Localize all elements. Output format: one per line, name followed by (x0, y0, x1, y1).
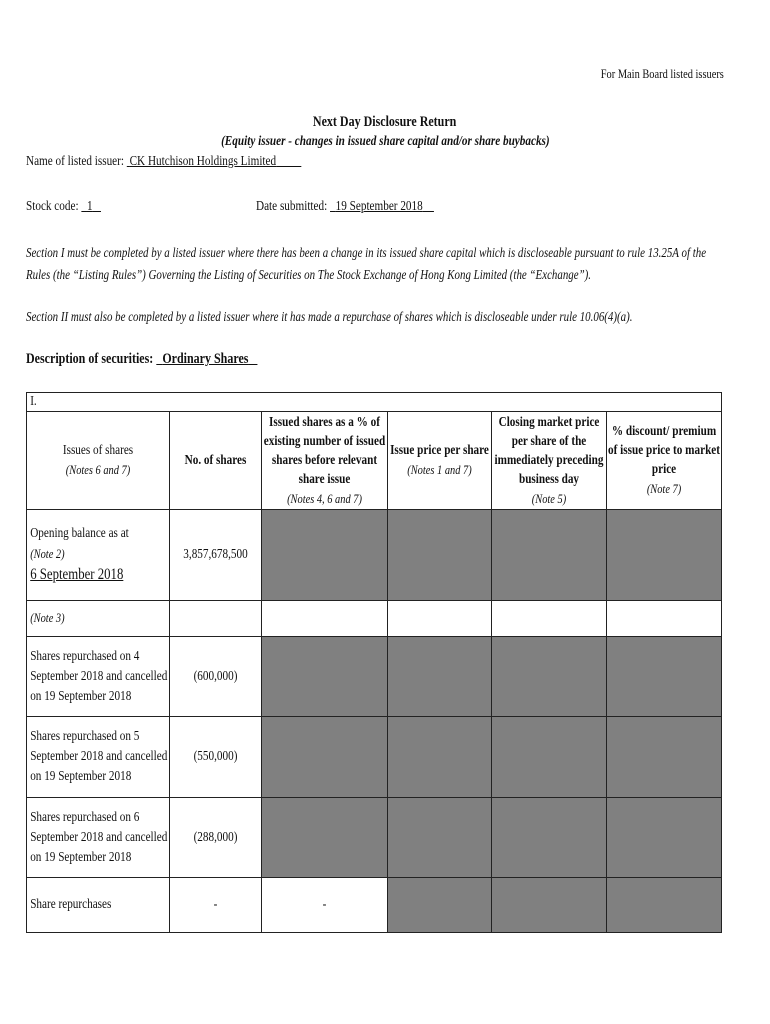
opening-balance-row (27, 510, 722, 601)
document-title: Next Day Disclosure Return (313, 114, 457, 130)
repurchase-value: (550,000) (170, 717, 262, 798)
stock-code-value: 1 (86, 199, 93, 214)
repurchase-desc: Shares repurchased on 5 September 2018 and cancelled on 19 September 2018 (27, 717, 170, 798)
repurchase-desc: Shares repurchased on 4 September 2018 and cancelled on 19 September 2018 (27, 637, 170, 717)
share-repurchases-shares: - (170, 878, 262, 933)
header-discount: % discount/ premium of issue price to market price (Note 7) (607, 412, 722, 510)
issuer-field (26, 154, 370, 170)
opening-balance-value: 3,857,678,500 (170, 510, 262, 601)
date-submitted-value: 19 September 2018 (335, 199, 423, 214)
issuer-value: CK Hutchison Holdings Limited (129, 154, 277, 169)
document-subtitle: (Equity issuer - changes in issued share capital and/or share buybacks) (220, 134, 550, 149)
table-row (27, 637, 722, 717)
table-header-row (27, 412, 722, 510)
share-capital-table (26, 392, 722, 933)
repurchase-value: (288,000) (170, 798, 262, 878)
description-value: Ordinary Shares (162, 351, 249, 367)
header-pct: Issued shares as a % of existing number of issued shares before relevant share issue (Notes 4, 6 and 7) (262, 412, 388, 510)
header-no-shares: No. of shares (170, 412, 262, 510)
share-repurchases-label: Share repurchases (27, 878, 170, 933)
section-label: I. (30, 394, 37, 409)
repurchase-desc: Shares repurchased on 6 September 2018 and cancelled on 19 September 2018 (27, 798, 170, 878)
description-of-securities (26, 351, 315, 368)
share-repurchases-row (27, 878, 722, 933)
section-label-cell (27, 393, 722, 412)
opening-balance-label-cell: Opening balance as at (Note 2) 6 September 2018 (27, 510, 170, 601)
description-label: Description of securities: (26, 351, 154, 367)
section-i-instructions: Section I must be completed by a listed issuer where there has been a change in its issued share capital which is discloseable pursuant to rule 13.25A of the Rules (the “Listing Rules”) Governing the Listing of Securities on The Stock Exchange of Hong Kong Limited (the “Exchange”). (26, 246, 707, 283)
table-row (27, 798, 722, 878)
note3-cell: (Note 3) (27, 601, 170, 637)
header-issues: Issues of shares (Notes 6 and 7) (27, 412, 170, 510)
table-row (27, 717, 722, 798)
stock-code-label: Stock code: (26, 199, 79, 214)
share-repurchases-pct: - (262, 878, 388, 933)
header-closing: Closing market price per share of the immediately preceding business day (Note 5) (492, 412, 607, 510)
repurchase-value: (600,000) (170, 637, 262, 717)
note3-row (27, 601, 722, 637)
date-submitted-label: Date submitted: (256, 199, 328, 214)
board-label: For Main Board listed issuers (600, 66, 724, 81)
header-price: Issue price per share (Notes 1 and 7) (388, 412, 492, 510)
section-ii-instructions: Section II must also be completed by a listed issuer where it has made a repurchase of shares which is discloseable under rule 10.06(4)(a). (26, 310, 633, 325)
stock-code-field (26, 199, 120, 215)
date-submitted-field (256, 199, 478, 215)
issuer-label: Name of listed issuer: (26, 154, 124, 169)
